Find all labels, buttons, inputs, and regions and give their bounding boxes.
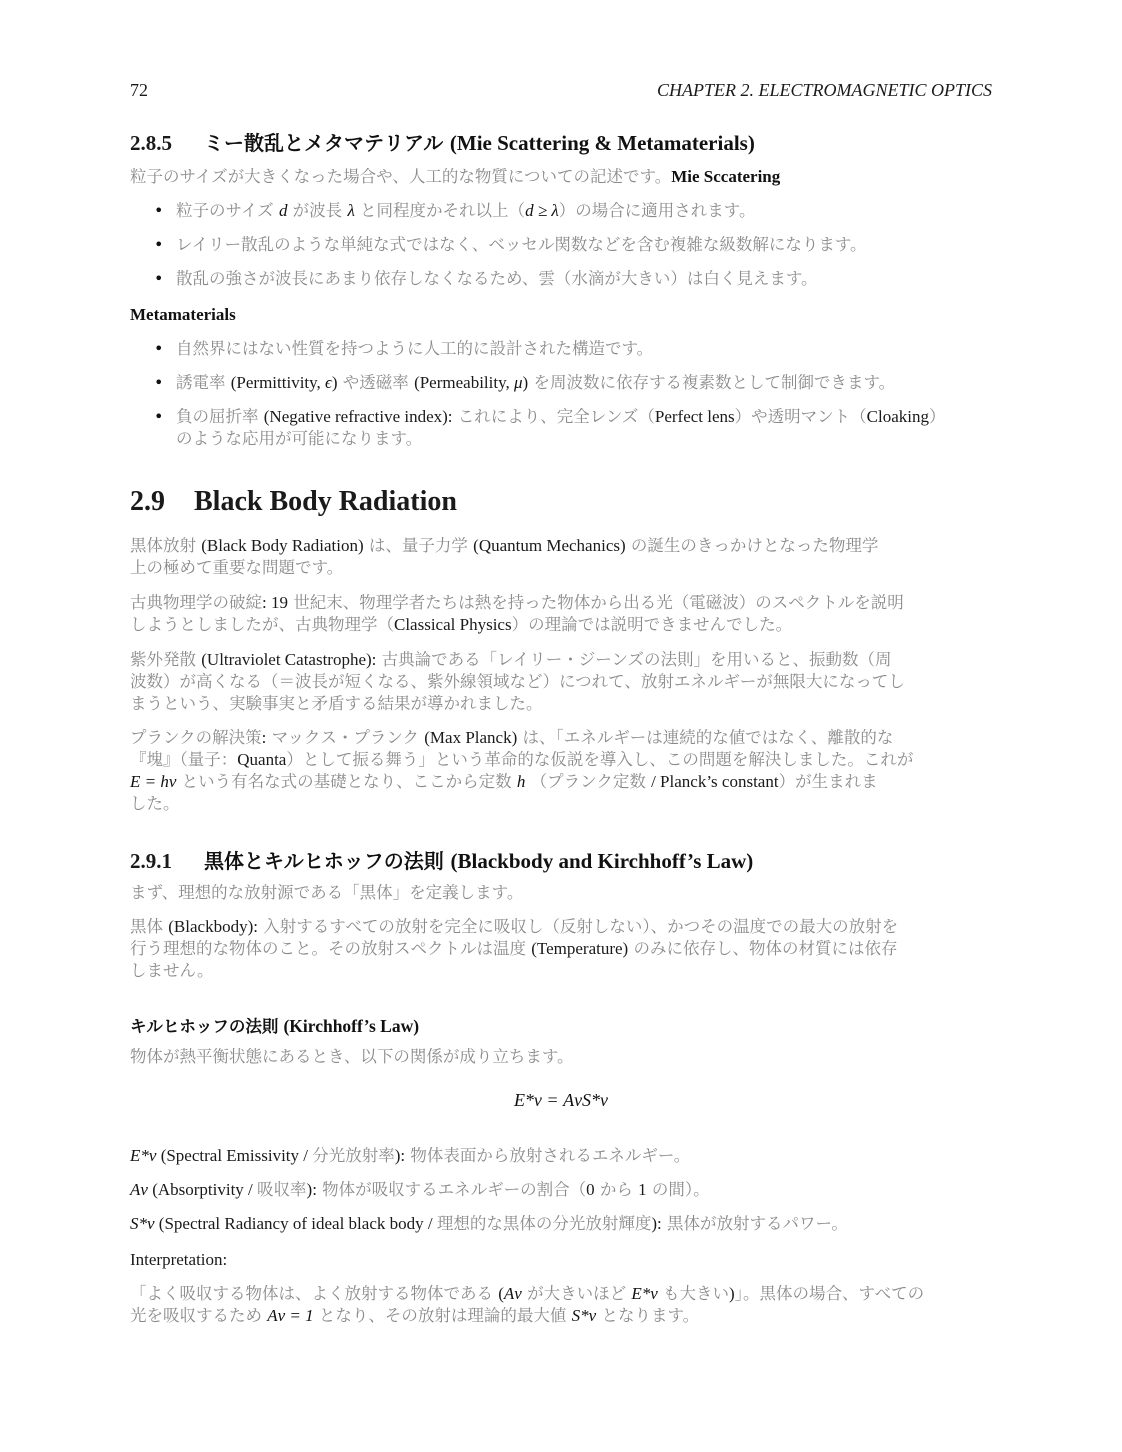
text: まず、理想的な放射源である「黒体」を定義します。 bbox=[130, 883, 524, 902]
text: (Blackbody): bbox=[168, 917, 258, 936]
text: となります。 bbox=[596, 1306, 700, 1325]
text: しようとしましたが、古典物理学（ bbox=[130, 615, 394, 634]
list-item bbox=[130, 268, 992, 290]
display-equation bbox=[80, 1090, 1042, 1111]
text: (Absorptivity / bbox=[147, 1180, 258, 1199]
text: 物体表面から放射されるエネルギー。 bbox=[405, 1146, 691, 1165]
text: 行う理想的な物体のこと。その放射スペクトルは温度 bbox=[130, 939, 532, 958]
number: 0 bbox=[586, 1180, 595, 1199]
text: した。 bbox=[130, 794, 180, 813]
text: 自然界にはない性質を持つように人工的に設計された構造です。 bbox=[176, 339, 654, 358]
text: ): bbox=[394, 1146, 406, 1165]
text: しません。 bbox=[130, 961, 214, 980]
math-var: Aν bbox=[130, 1180, 148, 1199]
mie-label: Mie Sccatering bbox=[671, 167, 781, 186]
list-item bbox=[130, 200, 992, 222]
math-var: μ bbox=[514, 373, 523, 392]
paragraph bbox=[130, 649, 992, 715]
paragraph bbox=[130, 916, 992, 982]
text: から bbox=[594, 1180, 639, 1199]
subheading-en: (Kirchhoff’s Law) bbox=[283, 1016, 420, 1036]
section-number: 2.9 bbox=[130, 486, 165, 517]
text: Perfect lens bbox=[654, 407, 735, 426]
text: : bbox=[261, 728, 267, 747]
text: ) bbox=[522, 373, 529, 392]
interpretation-paragraph bbox=[130, 1283, 992, 1327]
section-title-jp: ミー散乱とメタマテリアル bbox=[204, 131, 444, 155]
definition-absorptivity bbox=[130, 1179, 992, 1201]
intro-text: 粒子のサイズが大きくなった場合や、人工的な物質についての記述です。 bbox=[130, 167, 672, 186]
text: 黒体放射 bbox=[130, 536, 202, 555]
math-inline: E = hν bbox=[130, 772, 177, 791]
text: 「よく吸収する物体は、よく放射する物体である bbox=[130, 1284, 499, 1303]
text: (Negative refractive index): bbox=[263, 407, 453, 426]
math-var: λ bbox=[347, 201, 355, 220]
math-inline: Aν = 1 bbox=[267, 1306, 314, 1325]
list-item bbox=[130, 338, 992, 360]
text: (Ultraviolet Catastrophe): bbox=[201, 650, 377, 669]
label: Interpretation: bbox=[130, 1250, 228, 1269]
kirchhoff-heading bbox=[130, 1013, 419, 1037]
list-item bbox=[130, 406, 992, 450]
text: 分光放射率 bbox=[312, 1146, 395, 1165]
text: （プランク定数 bbox=[525, 772, 652, 791]
paragraph bbox=[130, 882, 992, 904]
text: 光を吸収するため bbox=[130, 1306, 268, 1325]
running-title: CHAPTER 2. ELECTROMAGNETIC OPTICS bbox=[656, 80, 992, 100]
text: Quanta bbox=[237, 750, 287, 769]
text: (Spectral Radiancy of ideal black body / bbox=[154, 1214, 437, 1233]
subheading: Metamaterials bbox=[130, 305, 236, 324]
text: 物体が吸収するエネルギーの割合（ bbox=[316, 1180, 587, 1199]
text: ） bbox=[929, 407, 946, 426]
math-inline: d ≥ λ bbox=[525, 201, 559, 220]
section-number: 2.8.5 bbox=[130, 131, 172, 155]
text: 上の極めて重要な問題です。 bbox=[130, 558, 344, 577]
math-var: Aν bbox=[503, 1284, 522, 1303]
list-item bbox=[130, 372, 992, 394]
text: も大きい bbox=[657, 1284, 730, 1303]
text: : 19 bbox=[262, 593, 288, 612]
text: (Spectral Emissivity / bbox=[156, 1146, 313, 1165]
bullet-icon: • bbox=[154, 407, 164, 426]
text: を周波数に依存する複素数として制御できます。 bbox=[528, 373, 896, 392]
text: ): bbox=[651, 1214, 662, 1233]
bullet-icon: • bbox=[154, 201, 164, 220]
math-var: S*ν bbox=[571, 1306, 597, 1325]
text: 黒体 bbox=[130, 917, 169, 936]
text: (Permittivity, bbox=[230, 373, 326, 392]
paragraph bbox=[130, 1046, 992, 1068]
section-2-8-5-heading bbox=[130, 127, 755, 156]
metamaterials-heading bbox=[130, 304, 992, 326]
text: ( bbox=[498, 1284, 504, 1303]
text: 理想的な黒体の分光放射輝度 bbox=[436, 1214, 652, 1233]
text: ) bbox=[331, 373, 338, 392]
text: ）の場合に適用されます。 bbox=[558, 201, 756, 220]
text: となり、その放射は理論的最大値 bbox=[313, 1306, 572, 1325]
section-title: Black Body Radiation bbox=[194, 486, 457, 517]
text: の間）。 bbox=[646, 1180, 710, 1199]
text: 世紀末、物理学者たちは熱を持った物体から出る光（電磁波）のスペクトルを説明 bbox=[287, 593, 904, 612]
subheading-jp: キルヒホッフの法則 bbox=[130, 1017, 279, 1036]
bullet-icon: • bbox=[154, 235, 164, 254]
text: ）の理論では説明できませんでした。 bbox=[511, 615, 793, 634]
text: / Planck’s constant bbox=[651, 772, 779, 791]
section-number: 2.9.1 bbox=[130, 849, 172, 873]
text: 波数）が高くなる（＝波長が短くなる、紫外線領域など）につれて、放射エネルギーが無限大になってし bbox=[130, 672, 905, 691]
text: (Temperature) bbox=[531, 939, 629, 958]
text: 負の屈折率 bbox=[176, 407, 264, 426]
list-item bbox=[130, 234, 992, 256]
text: という有名な式の基礎となり、ここから定数 bbox=[176, 772, 517, 791]
mie-intro bbox=[130, 166, 992, 188]
section-title-en: (Mie Scattering & Metamaterials) bbox=[449, 131, 755, 155]
bullet-icon: • bbox=[154, 339, 164, 358]
text: Classical Physics bbox=[394, 615, 512, 634]
text: ）として振る舞う」という革命的な仮説を導入し、この問題を解決しました。これが bbox=[286, 750, 914, 769]
text: これにより、完全レンズ（ bbox=[452, 407, 655, 426]
math-var: ϵ bbox=[325, 373, 332, 392]
text: ）や透明マント（ bbox=[734, 407, 867, 426]
paragraph bbox=[130, 535, 992, 579]
text: 粒子のサイズ bbox=[176, 201, 279, 220]
text: 」。黒体の場合、すべての bbox=[734, 1284, 925, 1303]
text: の誕生のきっかけとなった物理学 bbox=[625, 536, 879, 555]
text: 入射するすべての放射を完全に吸収し（反射しない）、かつその温度での最大の放射を bbox=[257, 917, 899, 936]
section-2-9-heading bbox=[130, 486, 457, 518]
text: 誘電率 bbox=[176, 373, 231, 392]
interpretation-label bbox=[130, 1249, 992, 1271]
text: 散乱の強さが波長にあまり依存しなくなるため、雲（水滴が大きい）は白く見えます。 bbox=[176, 269, 818, 288]
text: ）が生まれま bbox=[778, 772, 878, 791]
running-header bbox=[130, 80, 992, 102]
text: (Quantum Mechanics) bbox=[473, 536, 626, 555]
text: レイリー散乱のような単純な式ではなく、ベッセル関数などを含む複雑な級数解になります。 bbox=[176, 235, 867, 254]
paragraph bbox=[130, 727, 992, 815]
text: (Permeability, bbox=[414, 373, 514, 392]
bullet-icon: • bbox=[154, 373, 164, 392]
section-title-en: (Blackbody and Kirchhoff’s Law) bbox=[450, 849, 754, 873]
text: (Black Body Radiation) bbox=[201, 536, 364, 555]
text: 古典物理学の破綻 bbox=[130, 593, 262, 612]
text: Cloaking bbox=[866, 407, 930, 426]
text: 古典論である「レイリー・ジーンズの法則」を用いると、振動数（周 bbox=[376, 650, 892, 669]
math-var: S*ν bbox=[130, 1214, 155, 1233]
number: 1 bbox=[638, 1180, 647, 1199]
text: ): bbox=[306, 1180, 317, 1199]
text: 吸収率 bbox=[257, 1180, 307, 1199]
math-var: E*ν bbox=[130, 1146, 157, 1165]
page-number: 72 bbox=[130, 80, 148, 100]
text: 『塊』（量子： bbox=[130, 750, 238, 769]
paragraph bbox=[130, 592, 992, 636]
text: が波長 bbox=[287, 201, 348, 220]
text: 紫外発散 bbox=[130, 650, 202, 669]
equation: E*ν = AνS*ν bbox=[513, 1090, 609, 1110]
text: のみに依存し、物体の材質には依存 bbox=[628, 939, 898, 958]
text: 黒体が放射するパワー。 bbox=[661, 1214, 848, 1233]
math-var: h bbox=[516, 772, 526, 791]
bullet-icon: • bbox=[154, 269, 164, 288]
math-var: E*ν bbox=[631, 1284, 658, 1303]
math-var: d bbox=[278, 201, 288, 220]
text: は、量子力学 bbox=[363, 536, 474, 555]
text: 物体が熱平衡状態にあるとき、以下の関係が成り立ちます。 bbox=[130, 1047, 574, 1066]
text: ) bbox=[729, 1284, 735, 1303]
text: や透磁率 bbox=[337, 373, 415, 392]
section-2-9-1-heading bbox=[130, 845, 753, 874]
text: マックス・プランク bbox=[266, 728, 425, 747]
text: のような応用が可能になります。 bbox=[176, 429, 423, 448]
section-title-jp: 黒体とキルヒホッフの法則 bbox=[204, 849, 444, 873]
definition-radiancy bbox=[130, 1213, 992, 1235]
text: が大きいほど bbox=[521, 1284, 632, 1303]
text: は、「エネルギーは連続的な値ではなく、離散的な bbox=[517, 728, 894, 747]
text: まうという、実験事実と矛盾する結果が導かれました。 bbox=[130, 694, 543, 713]
text: プランクの解決策 bbox=[130, 728, 262, 747]
text: (Max Planck) bbox=[424, 728, 518, 747]
definition-emissivity bbox=[130, 1145, 992, 1167]
text: と同程度かそれ以上（ bbox=[354, 201, 526, 220]
